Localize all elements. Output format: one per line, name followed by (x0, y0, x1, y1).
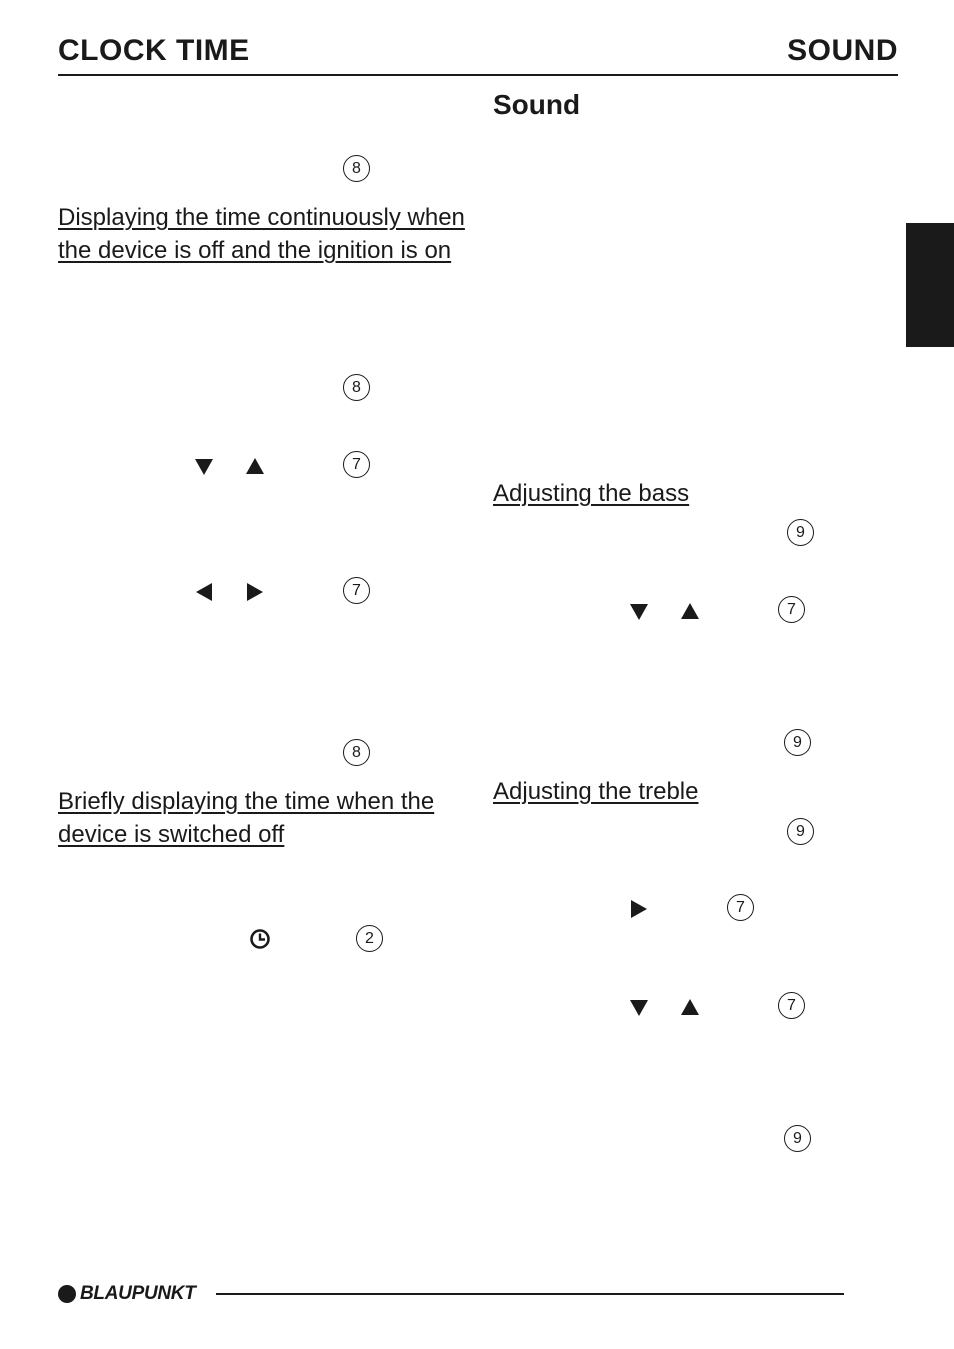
heading-display-continuous: Displaying the time continuously when the device is off and the ignition is on (58, 204, 465, 264)
callout-7: 7 (727, 894, 754, 921)
page-header-right-title: SOUND (787, 34, 898, 67)
down-triangle-icon (628, 600, 650, 622)
logo-dot-icon (58, 1285, 76, 1303)
callout-7: 7 (343, 577, 370, 604)
callout-9: 9 (787, 818, 814, 845)
up-triangle-icon (679, 996, 701, 1018)
callout-9: 9 (784, 729, 811, 756)
chapter-thumb-tab (906, 223, 954, 347)
callout-8: 8 (343, 739, 370, 766)
down-triangle-icon (628, 996, 650, 1018)
heading-briefly-display: Briefly displaying the time when the device is switched off (58, 788, 435, 848)
callout-7: 7 (778, 596, 805, 623)
callout-9: 9 (784, 1125, 811, 1152)
header-divider (58, 74, 898, 76)
left-triangle-icon (193, 581, 215, 603)
footer-divider (216, 1293, 844, 1295)
callout-9: 9 (787, 519, 814, 546)
callout-7: 7 (343, 451, 370, 478)
clock-icon (249, 928, 271, 950)
page-header-left-title: CLOCK TIME (58, 34, 250, 67)
brand-logo (58, 1283, 196, 1305)
section-title-sound: Sound (493, 89, 581, 120)
right-triangle-icon (244, 581, 266, 603)
down-triangle-icon (193, 455, 215, 477)
heading-adjust-bass: Adjusting the bass (493, 480, 690, 507)
up-triangle-icon (679, 600, 701, 622)
callout-8: 8 (343, 155, 370, 182)
callout-8: 8 (343, 374, 370, 401)
up-triangle-icon (244, 455, 266, 477)
brand-name: BLAUPUNKT (80, 1283, 196, 1304)
callout-2: 2 (356, 925, 383, 952)
right-triangle-icon (628, 898, 650, 920)
heading-adjust-treble: Adjusting the treble (493, 778, 699, 805)
callout-7: 7 (778, 992, 805, 1019)
